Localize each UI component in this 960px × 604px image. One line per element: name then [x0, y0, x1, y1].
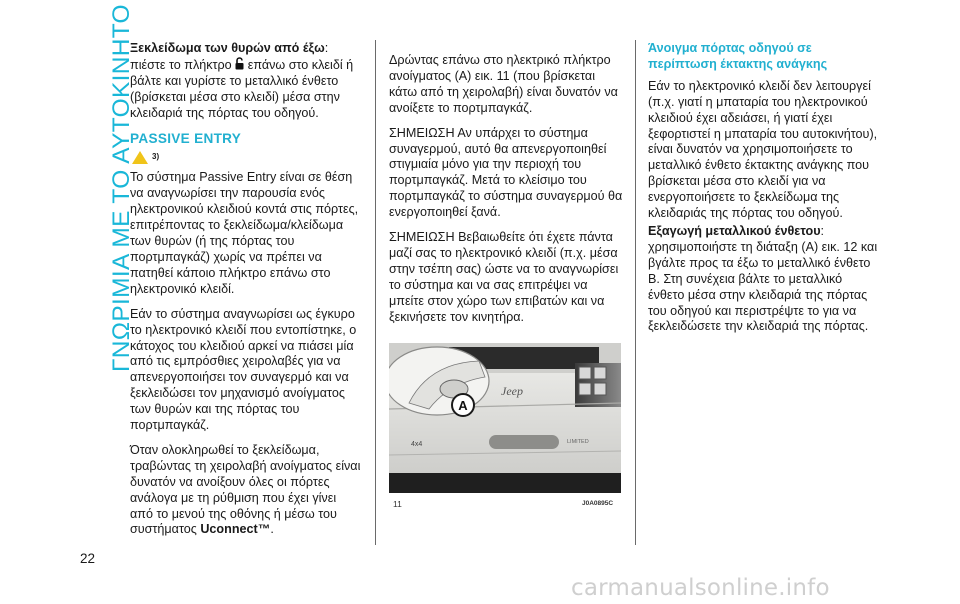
column-divider-2	[635, 40, 636, 545]
unlock-paragraph: Ξεκλείδωμα των θυρών από έξω: πιέστε το πλήκτρο επάνω στο κλειδί ή βάλτε και γυρίστε το μεταλλικό ένθετο (βρίσκεται μέσα στο κλειδί) μέσα στην κλειδαριά της πόρτας του οδηγού.	[130, 41, 354, 120]
unlock-title: Ξεκλείδωμα των θυρών από έξω	[130, 41, 325, 55]
passive-paragraph-3: Όταν ολοκληρωθεί το ξεκλείδωμα, τραβώντας τη χειρολαβή ανοίγματος είναι δυνατόν να ανοίξουν όλες οι πόρτες ανάλογα με τη ρύθμιση που έχει γίνει από το μενού της οθόνης ή μέσω του συστήματος Uconnect™.	[130, 442, 361, 537]
chapter-title-text: ΓΝΩΡΙΜΙΑ ΜΕ ΤΟ ΑΥΤΟΚΙΝΗΤΟ	[108, 4, 135, 372]
badge-model: LIMITED	[567, 439, 589, 445]
padlock-open-icon	[235, 57, 244, 70]
column-3	[648, 41, 880, 344]
column-2	[389, 53, 624, 335]
warning-reference	[132, 148, 362, 166]
column-divider-1	[375, 40, 376, 545]
jeep-badge: Jeep	[501, 384, 523, 398]
emergency-heading: Άνοιγμα πόρτας οδηγού σε περίπτωση έκτακτης ανάγκης	[648, 41, 828, 71]
metal-insert-title: Εξαγωγή μεταλλικού ένθετου	[648, 223, 821, 238]
emergency-paragraph-2: Εξαγωγή μεταλλικού ένθετου: χρησιμοποιήστε τη διάταξη (A) εικ. 12 και βγάλτε προς τα έξω το μεταλλικό ένθετο B. Στη συνέχεια βάλτε το μεταλλικό ένθετο μέσα στην κλειδαριά της πόρτας του οδηγού και περιστρέψτε το για να ξεκλειδώσετε την κλειδαριά της πόρτας.	[648, 223, 878, 334]
note-key-paragraph: ΣΗΜΕΙΩΣΗ Βεβαιωθείτε ότι έχετε πάντα μαζί σας το ηλεκτρονικό κλειδί (π.χ. μέσα στην τσέπη σας) ώστε να το αναγνωρίσει το σύστημα και να σας επιτρέψει να μπείτε στον χώρο των επιβατών και να ξεκινήσετε τον κινητήρα.	[389, 230, 619, 324]
tailgate-illustration	[389, 343, 621, 493]
figure-11-photo	[389, 343, 621, 493]
uconnect-label: Uconnect™	[200, 522, 271, 537]
callout-a-label: A	[458, 398, 468, 413]
watermark: carmanualsonline.info	[571, 575, 830, 601]
passive-paragraph-1: Το σύστημα Passive Entry είναι σε θέση να αναγνωρίσει την παρουσία ενός ηλεκτρονικού κλειδιού κοντά στις πόρτες, επιτρέποντας το ξεκλείδωμα/κλείδωμα των θυρών (ή της πόρτας του πορτμπαγκάζ) χωρίς να πρέπει να πατηθεί κάποιο πλήκτρο επάνω στο ηλεκτρονικό κλειδί.	[130, 170, 359, 296]
passive-paragraph-2: Εάν το σύστημα αναγνωρίσει ως έγκυρο το ηλεκτρονικό κλειδί που εντοπίστηκε, ο κάτοχος του κλειδιού αρκεί να πιάσει μία από τις εμπρόσθιες χειρολαβές για να απενεργοποιήσει τον συναγερμό και να ξεκλειδώσει τον μηχανισμό ανοίγματος των θυρών και της πόρτας του πορτμπαγκάζ.	[130, 306, 357, 433]
trunk-paragraph: Δρώντας επάνω στο ηλεκτρικό πλήκτρο ανοίγματος (A) εικ. 11 (που βρίσκεται κάτω από τη χειρολαβή) είναι δυνατόν να ανοίξετε το πορτμπαγκάζ.	[389, 53, 618, 115]
figure-code: J0A0895C	[582, 500, 614, 507]
figure-number: 11	[393, 499, 402, 509]
emergency-paragraph-1: Εάν το ηλεκτρονικό κλειδί δεν λειτουργεί (π.χ. γιατί η μπαταρία του ηλεκτρονικού κλειδιού έχει αδειάσει, ή γιατί έχει ξεφορτιστεί η μπαταρία του αυτοκινήτου), είναι δυνατόν να χρησιμοποιήσετε το μεταλλικό ένθετο έκτακτης ανάγκης που βρίσκεται μέσα στο κλειδί για να ενεργοποιήσετε το ξεκλείδωμα της κλειδαριάς της πόρτας του οδηγού.	[648, 78, 878, 221]
warning-ref-number: 3)	[152, 152, 160, 162]
page-number: 22	[80, 551, 96, 566]
column-1	[130, 41, 362, 547]
note-alarm-paragraph: ΣΗΜΕΙΩΣΗ Αν υπάρχει το σύστημα συναγερμού, αυτό θα απενεργοποιηθεί στιγμιαία μόνο για την περιοχή του πορτμπαγκάζ. Μετά το κλείσιμο του πορτμπαγκάζ το σύστημα συναγερμού θα ενεργοποιηθεί ξανά.	[389, 125, 623, 220]
warning-triangle-icon	[132, 151, 148, 164]
passive-entry-title: PASSIVE ENTRY	[130, 130, 242, 146]
badge-4x4: 4x4	[411, 441, 423, 448]
chapter-side-title	[80, 4, 135, 372]
